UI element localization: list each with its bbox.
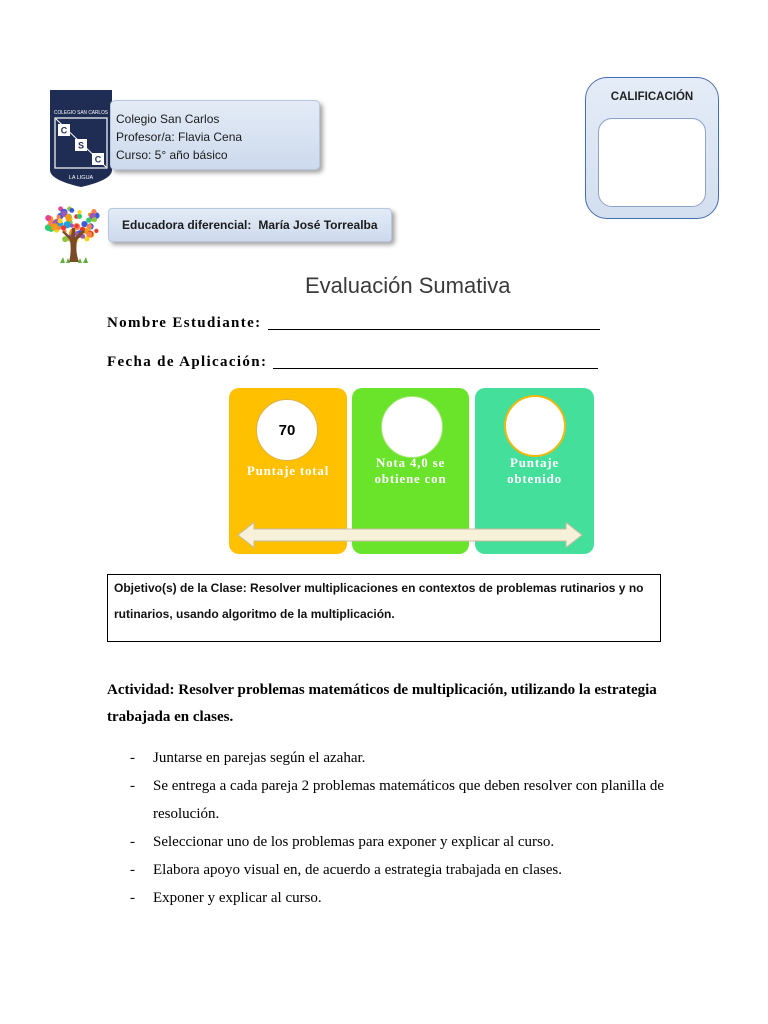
grade-box: [585, 77, 719, 219]
tree-leaf: [58, 218, 63, 223]
list-marker: -: [130, 834, 135, 850]
score-label-line: obtenido: [507, 471, 562, 486]
school-name: Colegio San Carlos: [116, 112, 220, 126]
list-marker: -: [130, 750, 135, 766]
crest-letter: C: [60, 125, 68, 136]
score-label: [229, 463, 347, 479]
score-circle: [381, 396, 443, 458]
school-crest-logo: [50, 90, 112, 187]
steps-list: [130, 744, 683, 912]
score-label-line: Puntaje: [510, 455, 559, 470]
teacher-name: Profesor/a: Flavia Cena: [116, 130, 243, 144]
tree-leaf: [94, 229, 98, 233]
score-label-line: obtiene con: [374, 471, 447, 486]
tree-trunk: [62, 228, 85, 262]
list-marker: -: [130, 778, 135, 794]
objective-box: [107, 574, 661, 642]
list-item-text: Juntarse en parejas según el azahar.: [153, 750, 366, 766]
double-arrow-shape: [238, 523, 582, 548]
tree-leaf: [77, 214, 82, 219]
date-blank: [273, 368, 598, 369]
grade-input-area: [598, 118, 706, 207]
crest-shield: [50, 90, 112, 187]
tree-leaf: [78, 210, 82, 214]
score-circle: [256, 399, 318, 461]
grade-label: CALIFICACIÓN: [610, 91, 694, 103]
tree-leaf: [45, 215, 51, 221]
tree-leaf: [86, 232, 92, 238]
student-name-label: Nombre Estudiante:: [107, 315, 262, 331]
crest-letter: C: [94, 154, 102, 165]
score-label: [352, 455, 469, 487]
list-item-text: Se entrega a cada pareja 2 problemas matemáticos que deben resolver con planilla de resolución.: [153, 778, 665, 822]
school-info-box: [110, 100, 320, 170]
list-marker: -: [130, 862, 135, 878]
list-marker: -: [130, 890, 135, 906]
tree-leaf: [87, 224, 92, 229]
crest-letter: S: [77, 140, 85, 151]
educator-box: [108, 208, 392, 242]
page-title: Evaluación Sumativa: [305, 273, 511, 298]
score-label: [475, 455, 594, 487]
crest-top-text: COLEGIO SAN CARLOS: [54, 110, 109, 116]
score-label-line: Puntaje total: [246, 463, 330, 478]
educator-label: Educadora diferencial:: [122, 218, 252, 232]
crest-bottom-text: LA LIGUA: [68, 175, 94, 181]
tree-leaf: [65, 214, 71, 220]
tree-leaf: [70, 208, 75, 213]
list-item-text: Elabora apoyo visual en, de acuerdo a estrategia trabajada en clases.: [153, 862, 562, 878]
tree-leaf: [92, 217, 97, 222]
tree-leaf: [61, 225, 66, 230]
objective-text: Objetivo(s) de la Clase: Resolver multiplicaciones en contextos de problemas rutinarios y no rutinarios, usando algoritmo de la multiplicación.: [114, 581, 644, 621]
tree-leaf: [51, 223, 58, 230]
double-arrow: [237, 521, 583, 549]
list-item: [130, 884, 683, 912]
course-name: Curso: 5° año básico: [116, 148, 228, 162]
tree-leaf: [70, 224, 74, 228]
score-value: 70: [278, 421, 296, 439]
list-item: [130, 744, 683, 772]
activity-text: Actividad: Resolver problemas matemáticos de multiplicación, utilizando la estrategia trabajada en clases.: [107, 682, 657, 725]
list-item-text: Seleccionar uno de los problemas para exponer y explicar al curso.: [153, 834, 555, 850]
educator-name: María José Torrealba: [258, 218, 378, 232]
student-name-blank: [268, 329, 600, 330]
list-item: [130, 856, 683, 884]
list-item: [130, 772, 683, 828]
score-circle: [504, 395, 566, 457]
tree-illustration: [44, 202, 104, 264]
score-panel: [229, 388, 594, 554]
score-label-line: Nota 4,0 se: [375, 455, 446, 470]
date-label: Fecha de Aplicación:: [107, 354, 268, 370]
list-item: [130, 828, 683, 856]
list-item-text: Exponer y explicar al curso.: [153, 890, 322, 906]
tree-leaf: [75, 224, 79, 228]
